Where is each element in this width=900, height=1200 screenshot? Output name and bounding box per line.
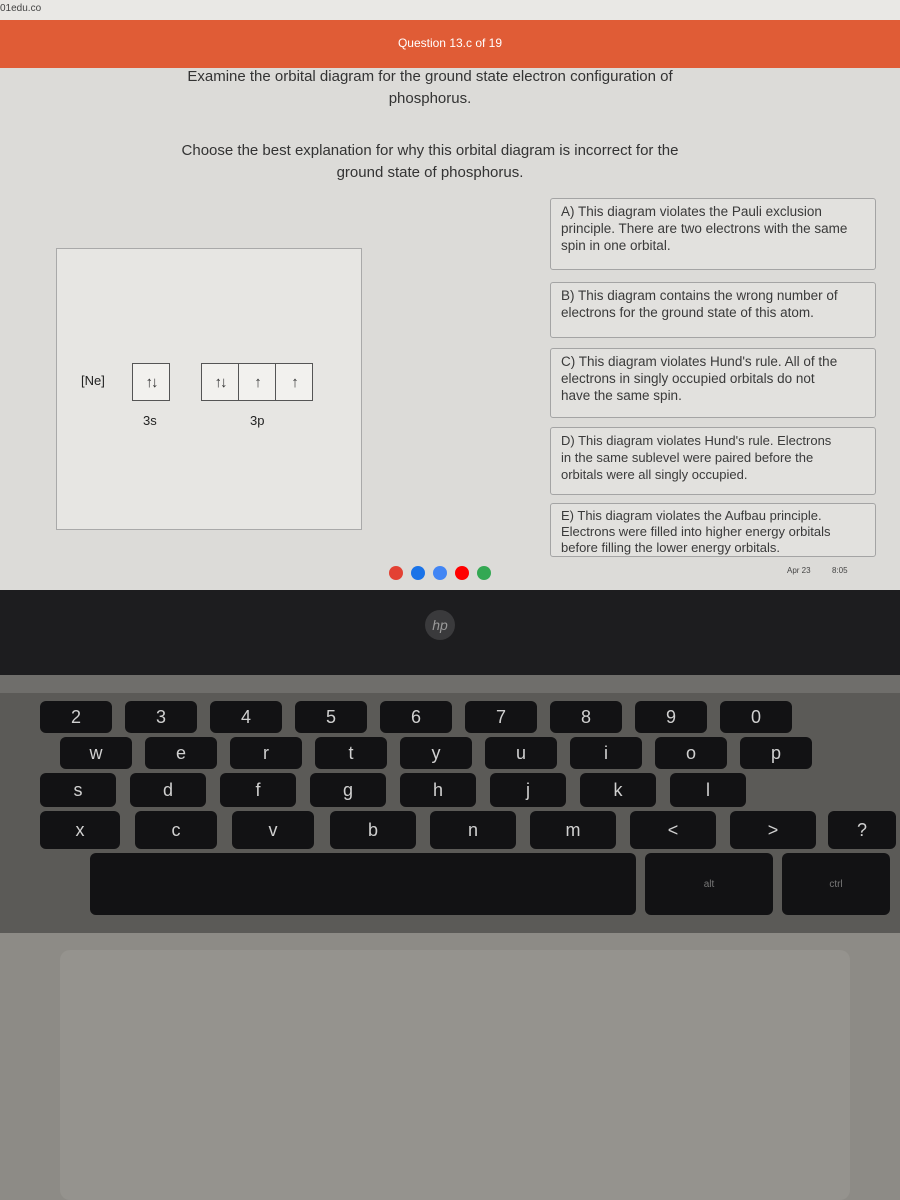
key-l[interactable]: l — [670, 773, 746, 807]
orbital-3p-box-2: ↑ — [238, 364, 275, 400]
prompt-line-4: ground state of phosphorus. — [336, 164, 524, 181]
question-header — [0, 20, 900, 68]
orbital-3p — [201, 363, 313, 401]
laptop-screen — [0, 0, 900, 590]
label-3s: 3s — [143, 413, 157, 428]
key-u[interactable]: u — [485, 737, 557, 769]
key-period[interactable]: > — [730, 811, 816, 849]
key-5[interactable]: 5 — [295, 701, 367, 733]
key-4[interactable]: 4 — [210, 701, 282, 733]
option-c-line-3: have the same spin. — [561, 388, 682, 403]
orbital-3s — [132, 363, 170, 401]
app-shelf — [350, 560, 530, 586]
key-3[interactable]: 3 — [125, 701, 197, 733]
key-i[interactable]: i — [570, 737, 642, 769]
hinge — [0, 675, 900, 693]
option-c-line-1: C) This diagram violates Hund's rule. All of the — [561, 354, 838, 369]
prompt-line-1: Examine the orbital diagram for the ground state electron configuration of — [187, 68, 673, 85]
option-e-line-2: Electrons were filled into higher energy orbitals — [561, 524, 831, 539]
hp-logo-icon: hp — [425, 610, 455, 640]
key-d[interactable]: d — [130, 773, 206, 807]
key-7[interactable]: 7 — [465, 701, 537, 733]
orbital-3p-box-3: ↑ — [275, 364, 312, 400]
option-b-line-1: B) This diagram contains the wrong number of — [561, 288, 838, 303]
key-r[interactable]: r — [230, 737, 302, 769]
key-8[interactable]: 8 — [550, 701, 622, 733]
option-a-line-2: principle. There are two electrons with the same — [561, 221, 848, 236]
key-t[interactable]: t — [315, 737, 387, 769]
key-0[interactable]: 0 — [720, 701, 792, 733]
option-d-line-2: in the same sublevel were paired before the — [561, 450, 814, 465]
label-3p: 3p — [250, 413, 265, 428]
shelf-time[interactable]: 8:05 — [832, 566, 848, 575]
docs-icon[interactable] — [433, 566, 447, 580]
key-y[interactable]: y — [400, 737, 472, 769]
option-c[interactable] — [550, 348, 876, 418]
key-p[interactable]: p — [740, 737, 812, 769]
youtube-icon[interactable] — [455, 566, 469, 580]
files-icon[interactable] — [411, 566, 425, 580]
key-9[interactable]: 9 — [635, 701, 707, 733]
option-c-line-2: electrons in singly occupied orbitals do not — [561, 371, 815, 386]
prompt-line-3: Choose the best explanation for why this orbital diagram is incorrect for the — [181, 142, 679, 159]
chrome-icon[interactable] — [389, 566, 403, 580]
play-store-icon[interactable] — [477, 566, 491, 580]
key-s[interactable]: s — [40, 773, 116, 807]
option-e-line-3: before filling the lower energy orbitals. — [561, 540, 780, 555]
key-g[interactable]: g — [310, 773, 386, 807]
option-e-line-1: E) This diagram violates the Aufbau principle. — [561, 508, 822, 523]
option-e[interactable] — [550, 503, 876, 557]
prompt-choose — [150, 140, 710, 184]
key-space[interactable] — [90, 853, 636, 915]
option-d-line-3: orbitals were all singly occupied. — [561, 467, 748, 482]
key-v[interactable]: v — [232, 811, 314, 849]
key-comma[interactable]: < — [630, 811, 716, 849]
key-alt[interactable]: alt — [645, 853, 773, 915]
prompt-line-2: phosphorus. — [388, 90, 472, 107]
option-d[interactable] — [550, 427, 876, 495]
keyboard — [0, 693, 900, 933]
key-f[interactable]: f — [220, 773, 296, 807]
option-a[interactable] — [550, 198, 876, 270]
key-n[interactable]: n — [430, 811, 516, 849]
key-m[interactable]: m — [530, 811, 616, 849]
url-text: 01edu.co — [0, 3, 42, 14]
trackpad[interactable] — [60, 950, 850, 1200]
key-2[interactable]: 2 — [40, 701, 112, 733]
orbital-3p-box-1: ↑↓ — [214, 373, 226, 391]
prompt-examine — [150, 66, 710, 110]
key-j[interactable]: j — [490, 773, 566, 807]
key-e[interactable]: e — [145, 737, 217, 769]
key-w[interactable]: w — [60, 737, 132, 769]
key-x[interactable]: x — [40, 811, 120, 849]
option-b-line-2: electrons for the ground state of this atom. — [561, 305, 814, 320]
option-a-line-3: spin in one orbital. — [561, 238, 671, 253]
option-a-line-1: A) This diagram violates the Pauli exclusion — [561, 204, 822, 219]
question-number: Question 13.c of 19 — [397, 36, 503, 50]
option-b[interactable] — [550, 282, 876, 338]
key-6[interactable]: 6 — [380, 701, 452, 733]
key-ctrl[interactable]: ctrl — [782, 853, 890, 915]
key-k[interactable]: k — [580, 773, 656, 807]
key-slash[interactable]: ? — [828, 811, 896, 849]
orbital-3s-box: ↑↓ — [145, 373, 157, 391]
orbital-diagram — [56, 248, 362, 530]
key-h[interactable]: h — [400, 773, 476, 807]
core-label: [Ne] — [81, 373, 105, 388]
key-b[interactable]: b — [330, 811, 416, 849]
shelf-date[interactable]: Apr 23 — [787, 566, 811, 575]
address-bar[interactable] — [0, 0, 900, 20]
key-c[interactable]: c — [135, 811, 217, 849]
option-d-line-1: D) This diagram violates Hund's rule. Electrons — [561, 433, 832, 448]
key-o[interactable]: o — [655, 737, 727, 769]
